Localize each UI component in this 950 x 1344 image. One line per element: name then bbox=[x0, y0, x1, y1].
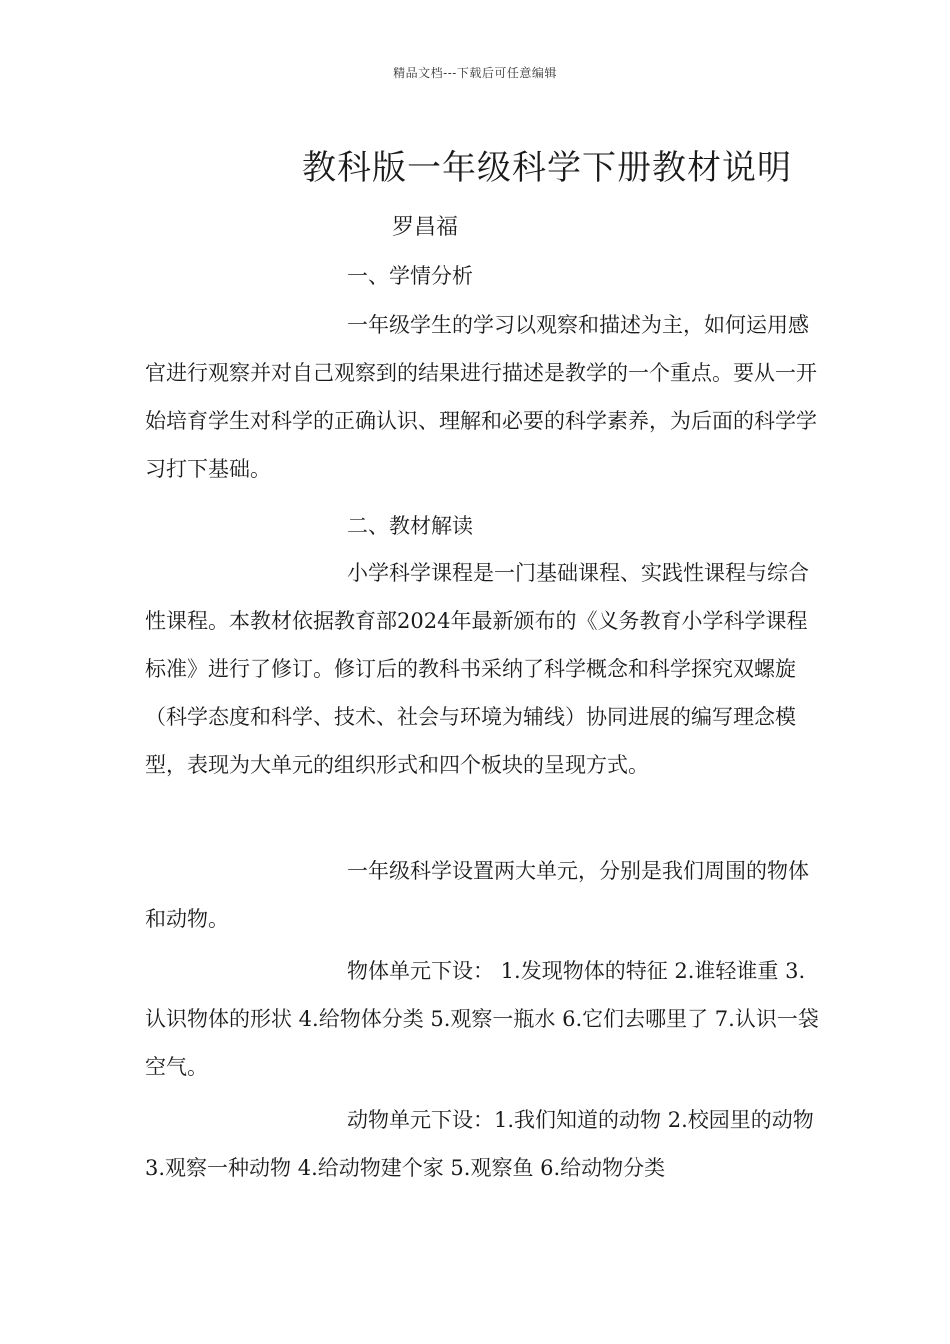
document-title: 教科版一年级科学下册教材说明 bbox=[302, 148, 792, 188]
header-note: 精品文档---下载后可任意编辑 bbox=[393, 66, 557, 80]
paragraph-animal-unit: 动物单元下设：1.我们知道的动物 2.校园里的动物 3.观察一种动物 4.给动物建个家 5.观察鱼 6.给动物分类 bbox=[145, 1108, 814, 1180]
paragraph-object-unit: 物体单元下设： 1.发现物体的特征 2.谁轻谁重 3.认识物体的形状 4.给物体分类 5.观察一瓶水 6.它们去哪里了 7.认识一袋空气。 bbox=[145, 959, 819, 1079]
section-heading-textbook: 二、教材解读 bbox=[347, 514, 473, 538]
paragraph-curriculum: 小学科学课程是一门基础课程、实践性课程与综合性课程。本教材依据教育部2024年最新颁布的《义务教育小学科学课程标准》进行了修订。修订后的教科书采纳了科学概念和科学探究双螺旋（科学态度和科学、技术、社会与环境为辅线）协同进展的编写理念模型，表现为大单元的组织形式和四个板块的呈现方式。 bbox=[145, 561, 809, 777]
section-heading-analysis: 一、学情分析 bbox=[347, 264, 473, 288]
paragraph-analysis: 一年级学生的学习以观察和描述为主，如何运用感官进行观察并对自己观察到的结果进行描述是教学的一个重点。要从一开始培育学生对科学的正确认识、理解和必要的科学素养，为后面的科学学习打下基础。 bbox=[145, 313, 817, 481]
author-name: 罗昌福 bbox=[392, 215, 459, 240]
paragraph-units: 一年级科学设置两大单元，分别是我们周围的物体和动物。 bbox=[145, 859, 809, 931]
